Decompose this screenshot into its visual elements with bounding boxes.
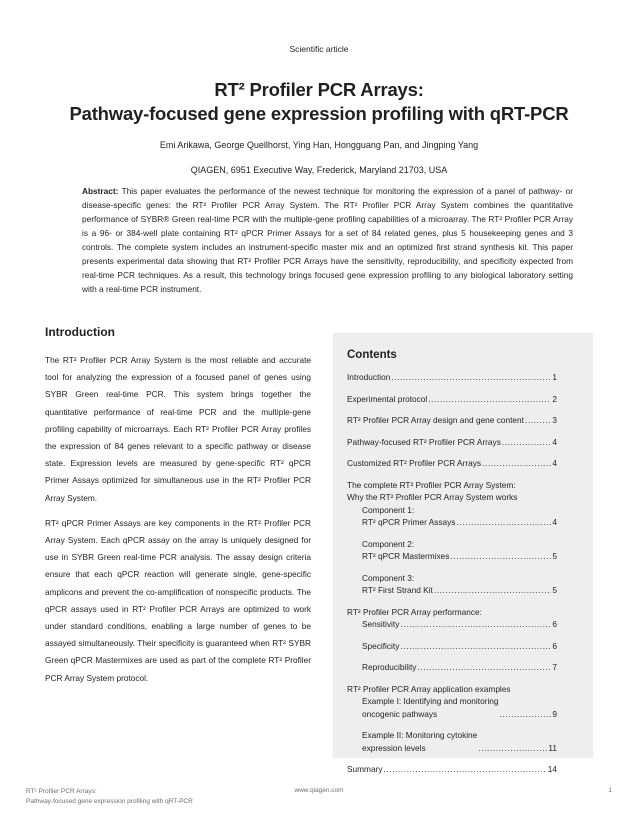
affiliation: QIAGEN, 6951 Executive Way, Frederick, Maryland 21703, USA — [190, 165, 448, 175]
toc-entry-page: 5 — [552, 585, 557, 595]
page-number: 1 — [608, 787, 612, 794]
introduction-heading: Introduction — [45, 325, 115, 339]
toc-section-header-line: Why the RT² Profiler PCR Array System works — [347, 492, 518, 502]
toc-entry-page: 14 — [547, 764, 557, 774]
toc-entry[interactable] — [347, 414, 557, 427]
toc-entry[interactable] — [347, 393, 557, 406]
introduction-paragraph: The RT² Profiler PCR Array System is the most reliable and accurate tool for analyzing the expression of a focused panel of genes using SYBR Green real-time PCR. This system brings together the quantitative performance of real-time PCR and the multiple-gene profiling capability of microarrays. Each RT² Profiler PCR Array profiles the expression of 84 genes relevant to a specific pathway or disease state. Expression levels are measured by gene-specific RT² qPCR Primer Assays optimized for simultaneous use in the RT² Profiler PCR Array System. — [45, 355, 311, 503]
toc-entry-page: 2 — [552, 393, 557, 404]
toc-entry-title: RT² First Strand Kit — [362, 585, 433, 595]
toc-entry-page: 1 — [552, 372, 557, 382]
title-line-2: Pathway-focused gene expression profiling with qRT-PCR — [69, 103, 569, 124]
toc-entry-page: 11 — [548, 742, 557, 753]
toc-entry-page: 6 — [552, 640, 557, 651]
contents-heading: Contents — [347, 349, 397, 361]
toc-entry-subtitle: Component 1: — [362, 504, 415, 515]
toc-section-header-line: The complete RT² Profiler PCR Array System: — [347, 479, 516, 490]
toc-entry-title: RT² qPCR Mastermixes — [362, 551, 450, 561]
toc-entry[interactable] — [347, 763, 557, 776]
abstract — [82, 184, 573, 296]
article-category: Scientific article — [289, 44, 349, 54]
author-list: Emi Arikawa, George Quellhorst, Ying Han, Hongguang Pan, and Jingping Yang — [159, 140, 479, 150]
toc-entry-title: expression levels — [362, 742, 426, 753]
toc-entry-page: 4 — [552, 517, 557, 527]
toc-entry-page: 4 — [552, 436, 557, 447]
toc-section-header: RT² Profiler PCR Array application examples — [347, 683, 511, 694]
toc-entry-title: Sensitivity — [362, 619, 400, 629]
toc-entry-subtitle: Component 2: — [362, 538, 415, 549]
toc-entry[interactable] — [347, 618, 557, 631]
toc-entry[interactable] — [347, 572, 557, 597]
toc-section-header — [347, 479, 557, 504]
abstract-label: Abstract: — [82, 186, 119, 196]
toc-entry-page: 7 — [552, 662, 557, 672]
toc-entry-title: Customized RT² Profiler PCR Arrays — [347, 458, 482, 468]
toc-entry[interactable] — [347, 504, 557, 529]
toc-entry[interactable] — [347, 729, 557, 754]
toc-entry[interactable] — [347, 538, 557, 563]
toc-entry-subtitle: Component 3: — [362, 572, 415, 583]
footer-website: www.qiagen.com — [294, 787, 344, 794]
toc-entry-page: 6 — [552, 619, 557, 629]
title-line-1: RT² Profiler PCR Arrays: — [214, 79, 424, 100]
contents-list — [347, 371, 557, 785]
abstract-text: This paper evaluates the performance of the newest technique for monitoring the expression of a panel of pathway- or disease-specific genes: the RT² Profiler PCR Array System. The RT² Profiler PCR Array System combines the quantitative performance of SYBR® Green real-time PCR with the multiple-gene profiling capabilities of a microarray. The RT² Profiler PCR Array is a 96- or 384-well plate containing RT² qPCR Primer Assays for a set of 84 related genes, plus 5 housekeeping genes and 3 controls. The complete system includes an instrument-specific master mix and an optimized first strand synthesis kit. This paper presents experimental data showing that RT² Profiler PCR Arrays have the sensitivity, reproducibility, and specificity expected from real-time PCR techniques. As a result, this technology brings focused gene expression profiling to any biological laboratory setting with a real-time PCR instrument. — [82, 186, 573, 294]
toc-entry[interactable] — [347, 640, 557, 653]
toc-entry-title: RT² Profiler PCR Array design and gene content — [347, 415, 524, 425]
toc-entry[interactable] — [347, 661, 557, 674]
introduction-body — [45, 352, 311, 695]
toc-section-header: RT² Profiler PCR Array performance: — [347, 606, 482, 617]
toc-entry-title: RT² qPCR Primer Assays — [362, 517, 456, 527]
toc-entry-title: Pathway-focused RT² Profiler PCR Arrays — [347, 436, 501, 447]
toc-entry[interactable] — [347, 371, 557, 384]
toc-entry-subtitle: Example I: Identifying and monitoring — [362, 696, 499, 706]
footer-title-line: RT² Profiler PCR Arrays: — [26, 788, 97, 795]
toc-entry-page: 4 — [552, 458, 557, 468]
toc-entry-title: Summary — [347, 764, 383, 774]
toc-entry[interactable] — [347, 695, 557, 720]
toc-entry-title: Introduction — [347, 372, 391, 382]
toc-entry-subtitle: Example II: Monitoring cytokine — [362, 730, 478, 740]
toc-entry[interactable] — [347, 457, 557, 470]
toc-entry-page: 5 — [552, 551, 557, 561]
footer-title-line: Pathway-focused gene expression profiling with qRT-PCR — [26, 798, 193, 805]
toc-entry-page: 9 — [552, 708, 557, 719]
toc-entry-page: 3 — [552, 415, 557, 425]
toc-entry-title: Specificity — [362, 640, 400, 651]
toc-entry-title: oncogenic pathways — [362, 708, 438, 719]
toc-entry-title: Reproducibility — [362, 662, 417, 672]
introduction-paragraph: RT² qPCR Primer Assays are key components in the RT² Profiler PCR Array System. Each qPCR assay on the array is uniquely designed for use in SYBR Green real-time PCR analysis. The assay design criteria ensure that each qPCR reaction will generate single, gene-specific amplicons and prevent the co-amplification of nonspecific products. The qPCR assays used in RT² Profiler PCR Arrays are optimized to work under standard conditions, enabling a large number of genes to be assayed simultaneously. Their specificity is guaranteed when RT² SYBR Green qPCR Mastermixes are used as part of the complete RT² Profiler PCR Array System protocol. — [45, 517, 311, 683]
toc-entry-title: Experimental protocol — [347, 393, 428, 404]
toc-entry[interactable] — [347, 436, 557, 449]
